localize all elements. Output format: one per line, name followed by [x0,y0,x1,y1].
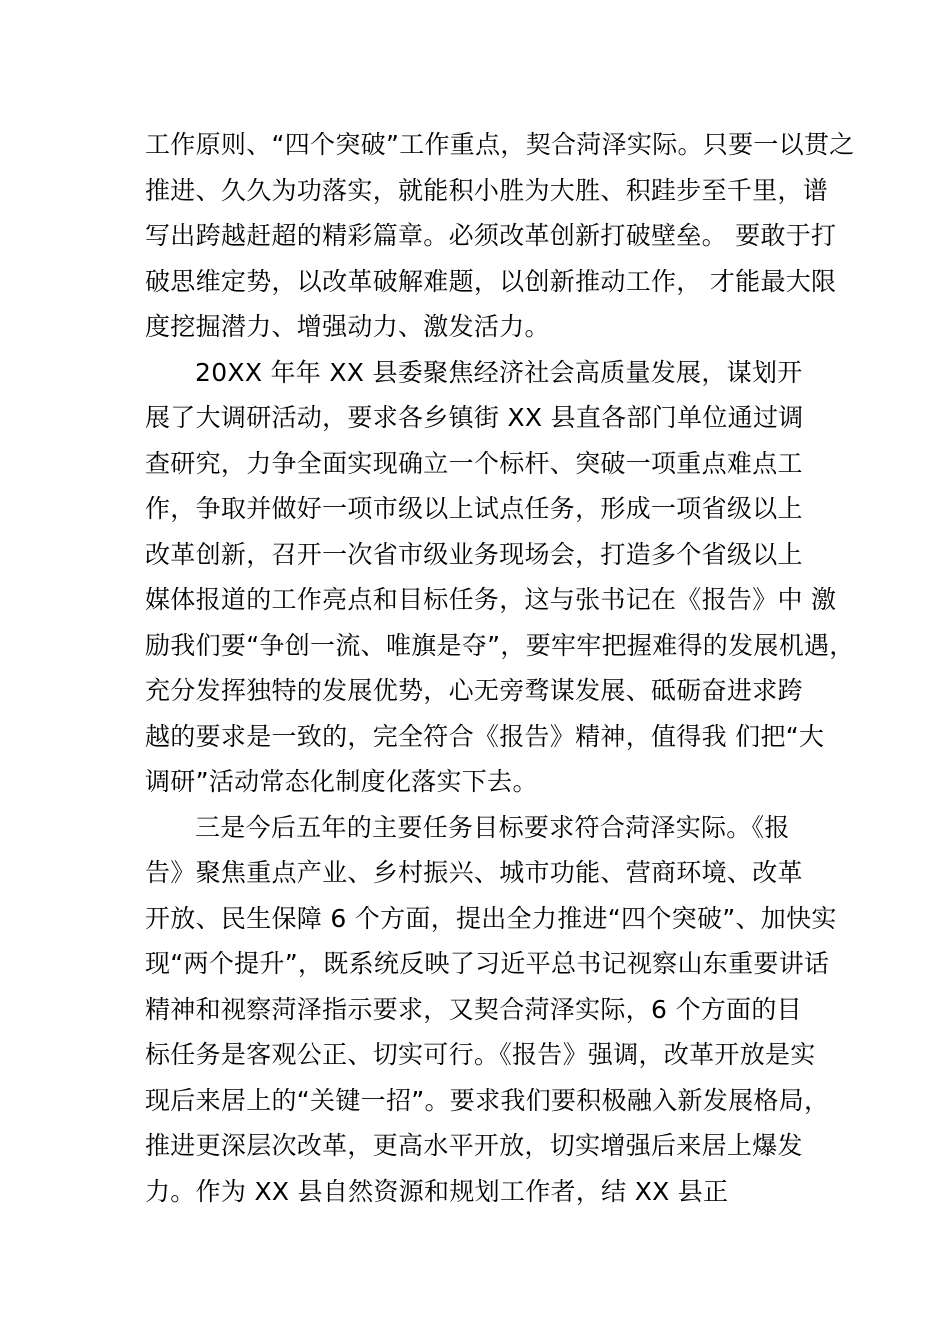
text-line: 破思维定势，以改革破解难题，以创新推动工作， 才能最大限 [145,266,837,296]
text-line: 精神和视察菏泽指示要求，又契合菏泽实际，6 个方面的目 [145,994,802,1024]
text-line: 现“两个提升”，既系统反映了习近平总书记视察山东重要讲话 [145,949,830,978]
text-line: 度挖掘潜力、增强动力、激发活力。 [145,312,550,341]
text-line: 标任务是客观公正、切实可行。《报告》强调，改革开放是实 [145,1040,816,1069]
text-line: 改革创新，召开一次省市级业务现场会，打造多个省级以上 [145,539,803,569]
text-line: 开放、民生保障 6 个方面，提出全力推进“四个突破”、加快实 [145,903,837,933]
text-line: 写出跨越赶超的精彩篇章。必须改革创新打破壁垒。 要敢于打 [145,221,837,250]
text-line: 作，争取并做好一项市级以上试点任务，形成一项省级以上 [145,494,803,523]
paragraph [145,122,855,350]
text-line: 告》聚焦重点产业、乡村振兴、城市功能、营商环境、改革 [145,858,803,887]
text-line: 调研”活动常态化制度化落实下去。 [145,767,538,796]
text-line: 媒体报道的工作亮点和目标任务，这与张书记在《报告》中 激 [145,585,837,614]
text-line: 三是今后五年的主要任务目标要求符合菏泽实际。《报 [195,812,790,842]
text-line: 现后来居上的“关键一招”。要求我们要积极融入新发展格局， [145,1085,830,1115]
text-line: 充分发挥独特的发展优势，心无旁骛谋发展、砥砺奋进求跨 [145,676,803,705]
text-line: 越的要求是一致的，完全符合《报告》精神，值得我 们把“大 [145,721,825,751]
text-line: 查研究，力争全面实现确立一个标杆、突破一项重点难点工 [145,448,803,478]
text-line: 力。作为 XX 县自然资源和规划工作者，结 XX 县正 [145,1176,729,1206]
text-line: 推进、久久为功落实，就能积小胜为大胜、积跬步至千里，谱 [145,175,829,205]
text-line: 励我们要“争创一流、唯旗是夺”，要牢牢把握难得的发展机遇， [145,630,855,660]
paragraph [145,805,835,1215]
paragraph [145,350,855,805]
text-line: 20XX 年年 XX 县委聚焦经济社会高质量发展，谋划开 [195,357,803,387]
document-page [145,122,855,1214]
text-line: 工作原则、“四个突破”工作重点，契合菏泽实际。只要一以贯之 [145,130,855,159]
text-line: 推进更深层次改革，更高水平开放，切实增强后来居上爆发 [145,1131,803,1160]
text-line: 展了大调研活动，要求各乡镇街 XX 县直各部门单位通过调 [145,403,804,432]
